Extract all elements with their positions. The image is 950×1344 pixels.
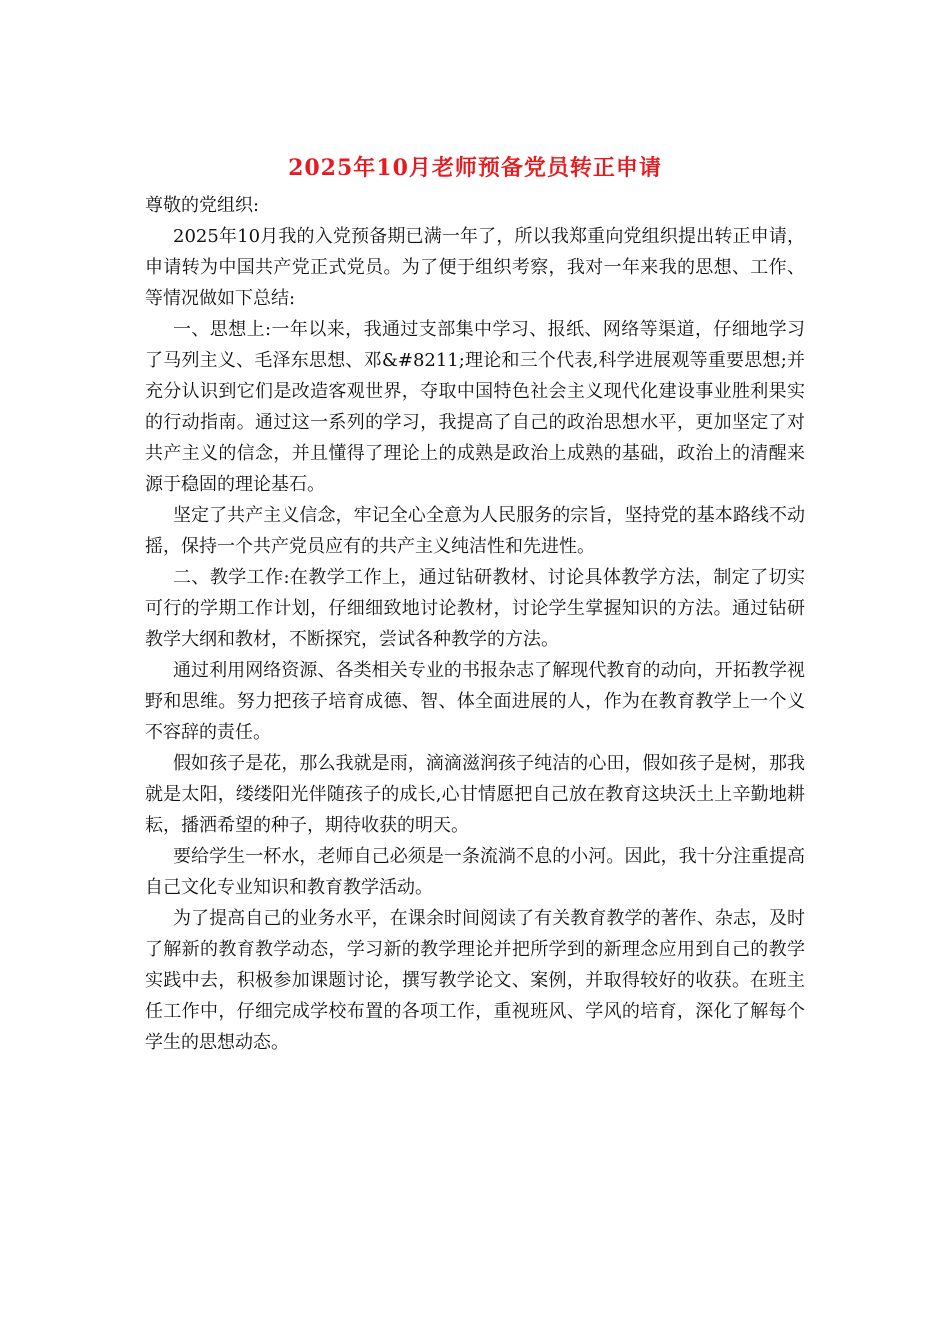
paragraph-8: 为了提高自己的业务水平，在课余时间阅读了有关教育教学的著作、杂志，及时了解新的教育教学动态，学习新的教学理论并把所学到的新理念应用到自己的教学实践中去，积极参加课题讨论，撰写教学论文、案例，并取得较好的收获。在班主任工作中，仔细完成学校布置的各项工作，重视班风、学风的培育，深化了解每个学生的思想动态。 — [145, 908, 805, 1053]
paragraph-2: 一、思想上:一年以来，我通过支部集中学习、报纸、网络等渠道，仔细地学习了马列主义、毛泽东思想、邓&#8211;理论和三个代表,科学进展观等重要思想;并充分认识到它们是改造客观世界，夺取中国特色社会主义现代化建设事业胜利果实的行动指南。通过这一系列的学习，我提高了自己的政治思想水平，更加坚定了对共产主义的信念，并且懂得了理论上的成熟是政治上成熟的基础，政治上的清醒来源于稳固的理论基石。 — [145, 319, 805, 495]
paragraph-3: 坚定了共产主义信念，牢记全心全意为人民服务的宗旨，坚持党的基本路线不动摇，保持一个共产党员应有的共产主义纯洁性和先进性。 — [145, 505, 805, 557]
paragraph-7: 要给学生一杯水，老师自己必须是一条流淌不息的小河。因此，我十分注重提高自己文化专业知识和教育教学活动。 — [145, 846, 805, 898]
document-title: 2025年10月老师预备党员转正申请 — [288, 155, 662, 181]
paragraph-5: 通过利用网络资源、各类相关专业的书报杂志了解现代教育的动向，开拓教学视野和思维。努力把孩子培育成德、智、体全面进展的人，作为在教育教学上一个义不容辞的责任。 — [145, 660, 805, 743]
salutation: 尊敬的党组织: — [145, 195, 260, 216]
paragraph-1: 2025年10月我的入党预备期已满一年了，所以我郑重向党组织提出转正申请，申请转为中国共产党正式党员。为了便于组织考察，我对一年来我的思想、工作、等情况做如下总结: — [145, 226, 805, 309]
document-page — [145, 148, 805, 1058]
paragraph-6: 假如孩子是花，那么我就是雨，滴滴滋润孩子纯洁的心田，假如孩子是树，那我就是太阳，缕缕阳光伴随孩子的成长,心甘情愿把自己放在教育这块沃土上辛勤地耕耘，播洒希望的种子，期待收获的明天。 — [145, 753, 805, 836]
paragraph-4: 二、教学工作:在教学工作上，通过钻研教材、讨论具体教学方法，制定了切实可行的学期工作计划，仔细细致地讨论教材，讨论学生掌握知识的方法。通过钻研教学大纲和教材，不断探究，尝试各种教学的方法。 — [145, 567, 805, 650]
